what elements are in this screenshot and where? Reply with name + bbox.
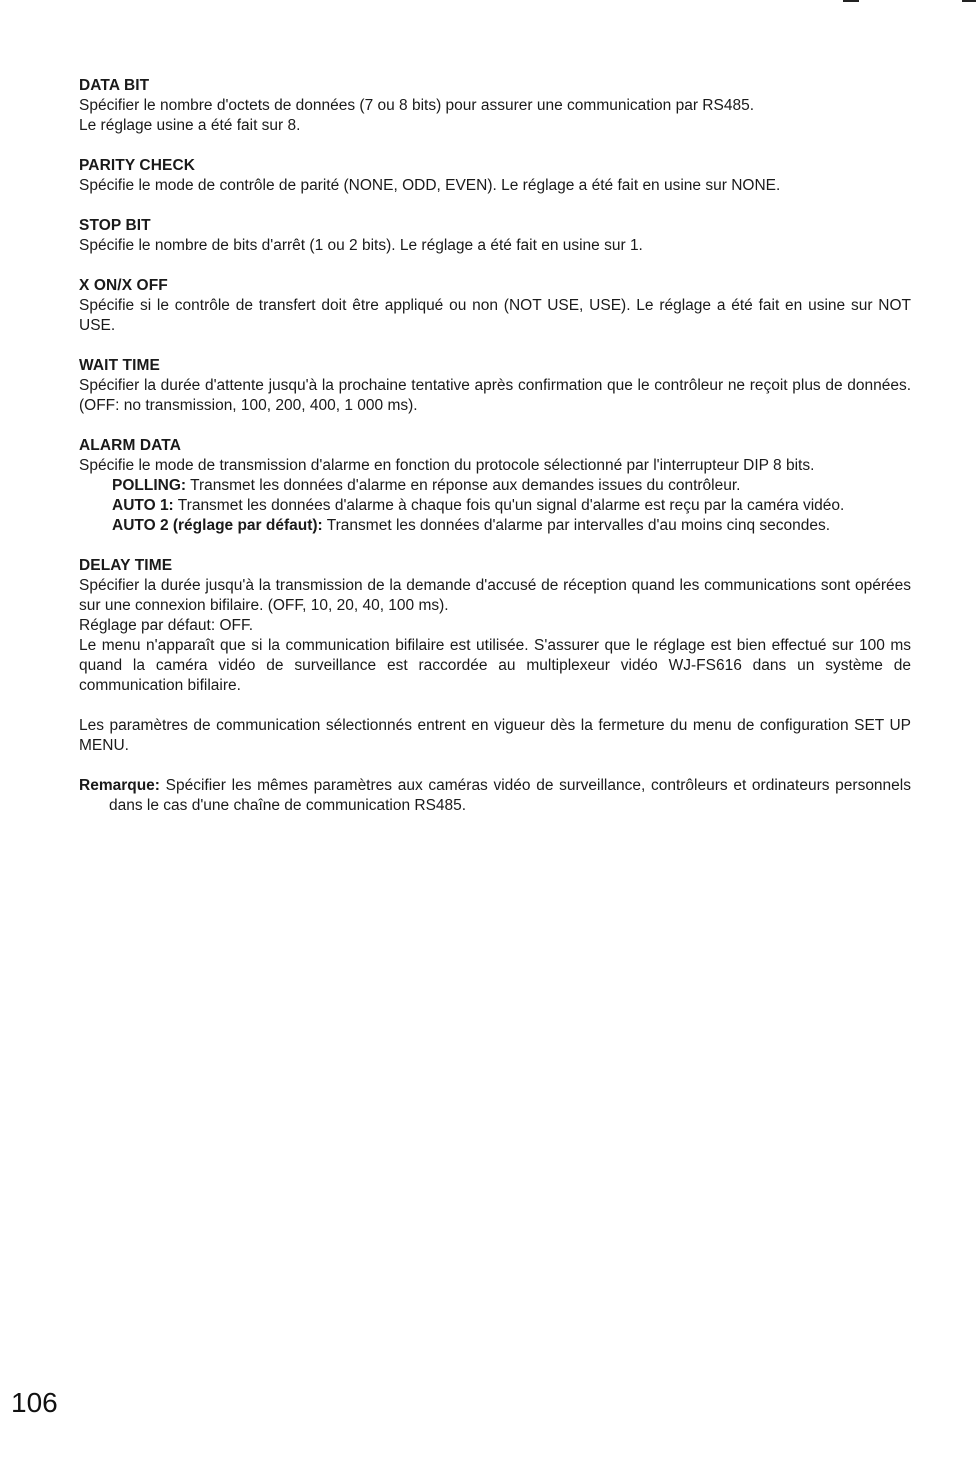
item-label: AUTO 1:	[112, 497, 174, 514]
section-data-bit	[79, 76, 911, 136]
alarm-mode-item	[79, 496, 911, 516]
crop-mark	[962, 0, 976, 2]
alarm-mode-item	[79, 476, 911, 496]
section-text: Spécifie si le contrôle de transfert doit être appliqué ou non (NOT USE, USE). Le réglage a été fait en usine sur NOT USE.	[79, 297, 911, 334]
section-text: Le menu n'apparaît que si la communication bifilaire est utilisée. S'assurer que le réglage est bien effectué sur 100 ms quand la caméra vidéo de surveillance est raccordée au multiplexeur vidéo WJ-FS616 dans un système de communication bifilaire.	[79, 637, 911, 694]
section-text: Spécifier la durée d'attente jusqu'à la prochaine tentative après confirmation que le contrôleur ne reçoit plus de données. (OFF: no transmission, 100, 200, 400, 1 000 ms).	[79, 377, 911, 414]
section-text: Spécifie le mode de contrôle de parité (NONE, ODD, EVEN). Le réglage a été fait en usine sur NONE.	[79, 177, 781, 194]
item-label: POLLING:	[112, 477, 187, 494]
section-heading: WAIT TIME	[79, 357, 160, 374]
section-stop-bit	[79, 216, 911, 256]
page-number: 106	[11, 1387, 58, 1418]
item-text: Transmet les données d'alarme à chaque fois qu'un signal d'alarme est reçu par la caméra vidéo.	[177, 497, 845, 514]
section-text: Le réglage usine a été fait sur 8.	[79, 117, 301, 134]
closing-paragraph: Les paramètres de communication sélectionnés entrent en vigueur dès la fermeture du menu de configuration SET UP MENU.	[79, 717, 911, 754]
section-heading: ALARM DATA	[79, 437, 182, 454]
section-parity-check	[79, 156, 911, 196]
page-content	[79, 76, 911, 816]
closing-section	[79, 716, 911, 756]
item-label: AUTO 2 (réglage par défaut):	[112, 517, 323, 534]
item-text: Transmet les données d'alarme en réponse aux demandes issues du contrôleur.	[190, 477, 741, 494]
item-text: Transmet les données d'alarme par intervalles d'au moins cinq secondes.	[326, 517, 831, 534]
section-text: Spécifie le mode de transmission d'alarme en fonction du protocole sélectionné par l'interrupteur DIP 8 bits.	[79, 457, 815, 474]
section-wait-time	[79, 356, 911, 416]
section-text: Spécifier le nombre d'octets de données (7 ou 8 bits) pour assurer une communication par RS485.	[79, 97, 754, 114]
crop-mark	[843, 0, 859, 2]
section-heading: DELAY TIME	[79, 557, 173, 574]
section-delay-time	[79, 556, 911, 696]
section-text: Spécifie le nombre de bits d'arrêt (1 ou 2 bits). Le réglage a été fait en usine sur 1.	[79, 237, 643, 254]
section-heading: PARITY CHECK	[79, 157, 196, 174]
section-xon-xoff	[79, 276, 911, 336]
remark-label: Remarque:	[79, 777, 160, 794]
section-text: Spécifier la durée jusqu'à la transmission de la demande d'accusé de réception quand les communications sont opérées sur une connexion bifilaire. (OFF, 10, 20, 40, 100 ms).	[79, 577, 911, 614]
section-alarm-data	[79, 436, 911, 536]
remark-note	[79, 776, 911, 816]
remark-text: Spécifier les mêmes paramètres aux caméras vidéo de surveillance, contrôleurs et ordinateurs personnels dans le cas d'une chaîne de communication RS485.	[109, 777, 911, 814]
alarm-mode-item	[79, 516, 911, 536]
section-heading: X ON/X OFF	[79, 277, 168, 294]
section-heading: STOP BIT	[79, 217, 151, 234]
section-heading: DATA BIT	[79, 77, 150, 94]
section-text: Réglage par défaut: OFF.	[79, 617, 254, 634]
